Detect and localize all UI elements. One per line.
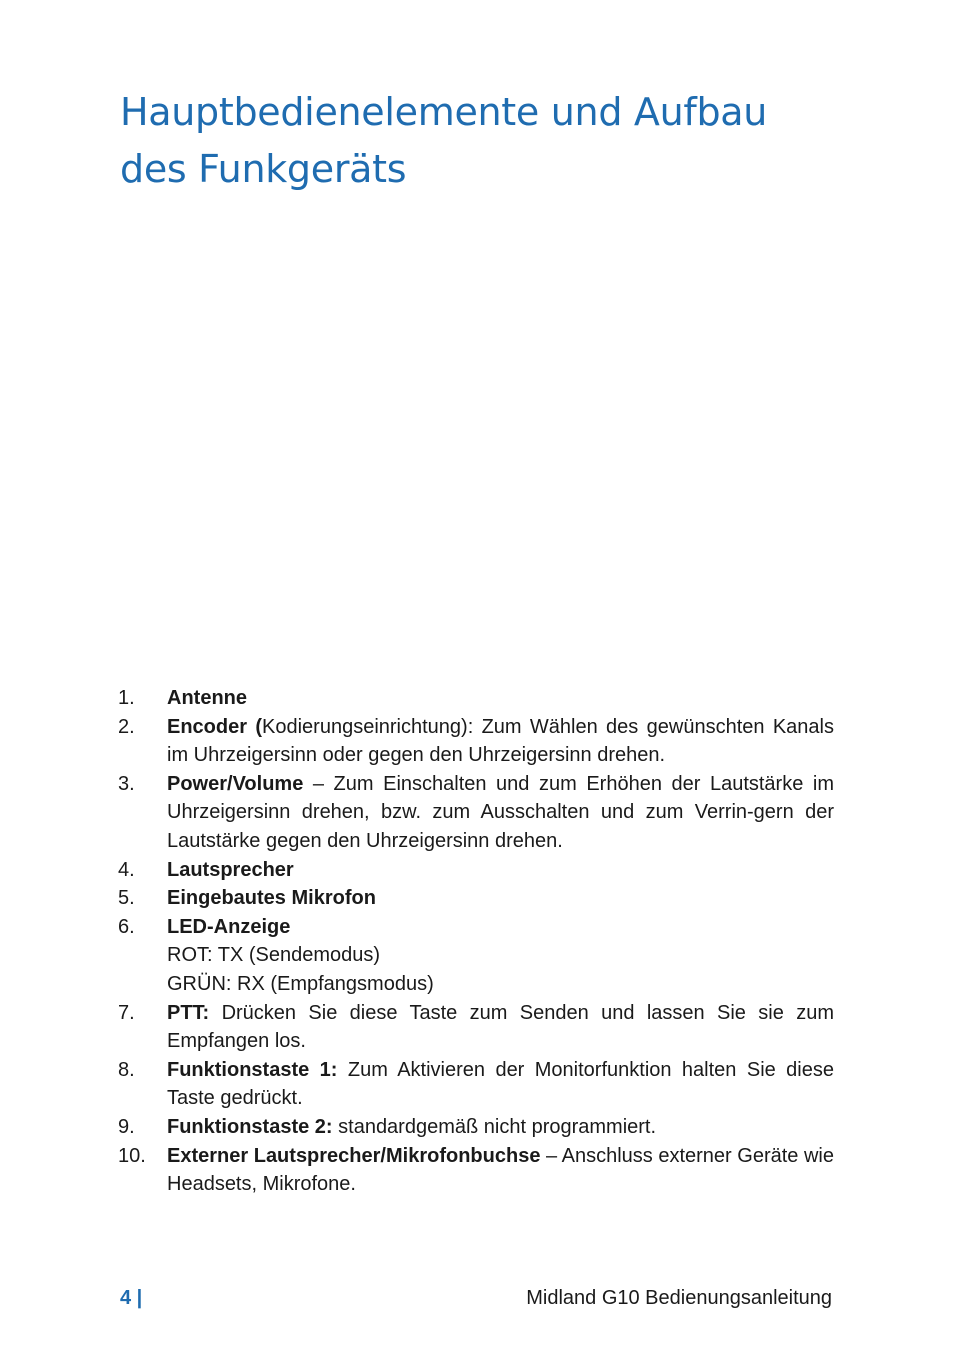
list-item-function-key-2 xyxy=(118,1113,834,1142)
page-footer xyxy=(120,1284,834,1312)
list-item-term: Funktionstaste 1: xyxy=(167,1058,338,1081)
list-item-power-volume xyxy=(118,770,834,856)
page-title xyxy=(120,84,860,198)
list-item-content xyxy=(167,856,834,885)
list-item-text: standardgemäß nicht programmiert. xyxy=(332,1115,657,1138)
list-item-encoder xyxy=(118,713,834,770)
list-item-term: Power/Volume xyxy=(167,772,304,795)
list-item-term: LED-Anzeige xyxy=(167,915,291,938)
list-item-term: Antenne xyxy=(167,687,247,709)
document-title: Midland G10 Bedienungsanleitung xyxy=(526,1287,832,1309)
list-item-text: Drücken Sie diese Taste zum Senden und lassen Sie sie zum Empfangen los. xyxy=(167,1001,834,1053)
controls-list xyxy=(118,684,834,1199)
list-item-content xyxy=(167,713,834,770)
list-item-content xyxy=(167,1056,834,1113)
device-figure-area xyxy=(120,220,834,660)
list-item-content xyxy=(167,770,834,856)
list-item-term: Lautsprecher xyxy=(167,858,294,881)
list-item-term: Externer Lautsprecher/Mikrofonbuchse xyxy=(167,1144,541,1167)
page-title-line-2: des Funkgeräts xyxy=(120,147,407,191)
list-item-led xyxy=(118,913,834,999)
page-title-line-1: Hauptbedienelemente und Aufbau xyxy=(120,90,768,134)
list-item-microphone xyxy=(118,884,834,913)
list-item-function-key-1 xyxy=(118,1056,834,1113)
list-item-content xyxy=(167,999,834,1056)
list-item-term: Encoder ( xyxy=(167,715,263,738)
list-item-term: PTT: xyxy=(167,1001,210,1024)
list-item-speaker xyxy=(118,856,834,885)
list-item-content xyxy=(167,913,834,999)
list-item-text: – Zum Einschalten und zum Erhöhen der Lautstärke im Uhrzeigersinn drehen, bzw. zum Ausschalten und zum Verrin-gern der Lautstärke gegen den Uhrzeigersinn drehen. xyxy=(167,772,834,852)
list-item-text: – Anschluss externer Geräte wie Headsets, Mikrofone. xyxy=(167,1144,834,1196)
list-item-number: 6. xyxy=(118,915,135,938)
list-item-content xyxy=(167,1113,834,1142)
list-item-term: Funktionstaste 2: xyxy=(167,1115,333,1138)
list-item-content xyxy=(167,684,834,713)
list-item-number: 7. xyxy=(118,1001,135,1024)
list-item-number: 4. xyxy=(118,858,135,881)
list-item-number: 10. xyxy=(118,1144,146,1167)
list-item-number: 9. xyxy=(118,1115,135,1138)
page-number: 4 | xyxy=(120,1287,143,1309)
list-item-antenna xyxy=(118,684,834,713)
list-item-ptt xyxy=(118,999,834,1056)
list-item-number: 3. xyxy=(118,772,135,795)
list-item-term: Eingebautes Mikrofon xyxy=(167,887,376,910)
list-item-content xyxy=(167,1142,834,1199)
list-item-number: 8. xyxy=(118,1058,135,1081)
list-item-external-jack xyxy=(118,1142,834,1199)
list-item-number: 5. xyxy=(118,887,135,910)
list-item-number: 1. xyxy=(118,687,135,709)
list-item-number: 2. xyxy=(118,715,135,738)
led-green-line: GRÜN: RX (Empfangsmodus) xyxy=(167,972,434,995)
list-item-text: Zum Aktivieren der Monitorfunktion halten Sie diese Taste gedrückt. xyxy=(167,1058,834,1110)
list-item-content xyxy=(167,884,834,913)
list-item-text: Kodierungseinrichtung): Zum Wählen des gewünschten Kanals im Uhrzeigersinn oder gegen den Uhrzeigersinn drehen. xyxy=(167,715,834,767)
led-red-line: ROT: TX (Sendemodus) xyxy=(167,944,381,967)
